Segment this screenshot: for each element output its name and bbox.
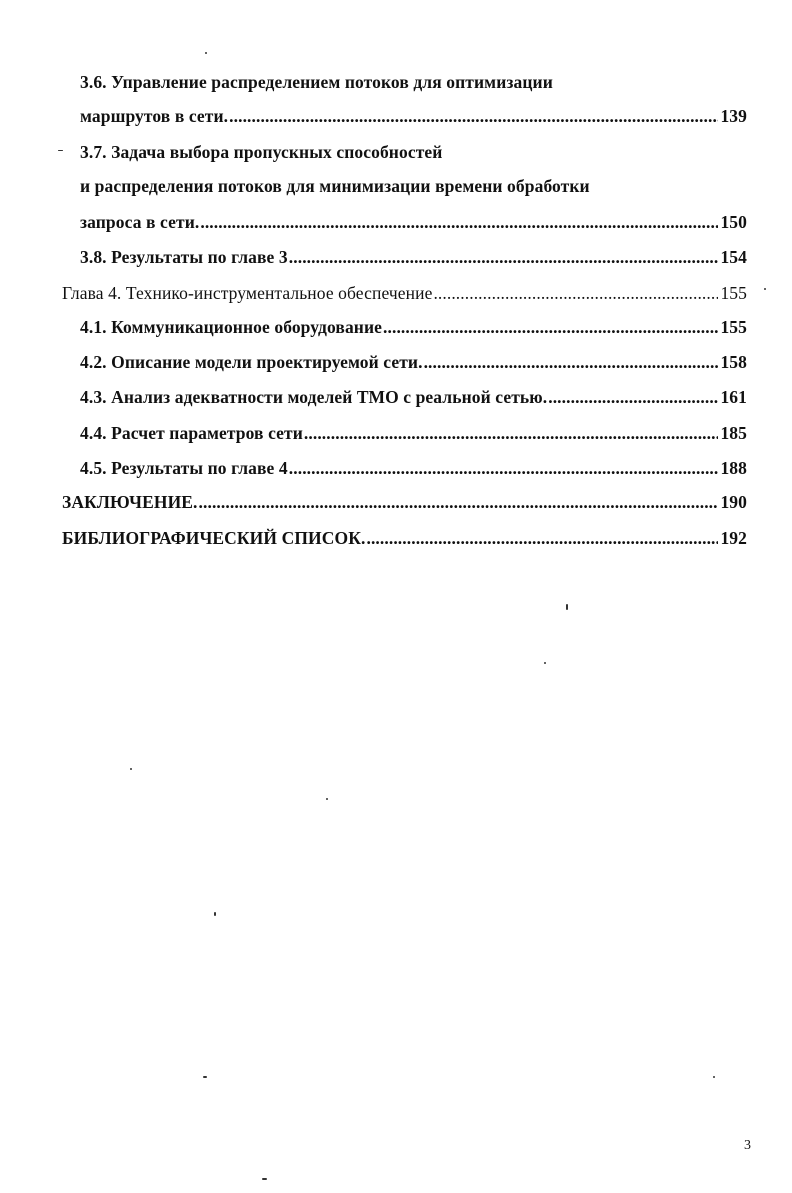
scan-speck bbox=[214, 912, 216, 916]
toc-entry-3-7-line3 bbox=[80, 210, 747, 234]
toc-entry-text: 4.5. Результаты по главе 4 bbox=[80, 458, 288, 478]
toc-leader-dots bbox=[366, 526, 718, 550]
toc-entry-page: 154 bbox=[720, 247, 747, 267]
toc-entry-3-7-line2 bbox=[80, 174, 590, 198]
toc-leader-dots bbox=[548, 385, 718, 409]
scan-speck bbox=[566, 604, 568, 610]
toc-entry-4-1 bbox=[80, 315, 747, 339]
toc-leader-dots bbox=[289, 245, 719, 269]
scan-speck bbox=[58, 150, 63, 151]
toc-leader-dots bbox=[304, 421, 719, 445]
toc-entry-page: 161 bbox=[720, 387, 747, 407]
toc-entry-text: Глава 4. Технико-инструментальное обеспечение bbox=[62, 283, 433, 303]
toc-entry-page: 190 bbox=[720, 492, 747, 512]
toc-entry-text: и распределения потоков для минимизации времени обработки bbox=[80, 176, 590, 196]
toc-entry-text: маршрутов в сети. bbox=[80, 106, 229, 126]
scan-speck bbox=[205, 52, 207, 54]
scan-speck bbox=[326, 798, 328, 800]
toc-entry-4-5 bbox=[80, 456, 747, 480]
toc-entry-page: 155 bbox=[720, 283, 747, 303]
scan-speck bbox=[262, 1178, 267, 1180]
toc-entry-text: 4.4. Расчет параметров сети bbox=[80, 423, 303, 443]
toc-entry-3-6-line2 bbox=[80, 104, 747, 128]
toc-entry-chapter-4 bbox=[62, 281, 747, 305]
toc-entry-text: БИБЛИОГРАФИЧЕСКИЙ СПИСОК. bbox=[62, 528, 366, 548]
toc-entry-page: 150 bbox=[720, 212, 747, 232]
scan-speck bbox=[544, 662, 546, 664]
toc-entry-3-8 bbox=[80, 245, 747, 269]
toc-entry-page: 188 bbox=[720, 458, 747, 478]
toc-entry-text: 4.3. Анализ адекватности моделей ТМО с реальной сетью. bbox=[80, 387, 548, 407]
toc-entry-page: 158 bbox=[720, 352, 747, 372]
toc-entry-4-3 bbox=[80, 385, 747, 409]
toc-leader-dots bbox=[229, 104, 718, 128]
toc-entry-3-7-line1 bbox=[80, 140, 442, 164]
scan-speck bbox=[203, 1076, 207, 1078]
toc-leader-dots bbox=[383, 315, 718, 339]
toc-leader-dots bbox=[433, 281, 718, 305]
toc-entry-bibliography bbox=[62, 526, 747, 550]
toc-entry-text: 3.7. Задача выбора пропускных способностей bbox=[80, 142, 443, 162]
toc-leader-dots bbox=[199, 490, 719, 514]
toc-entry-text: 4.1. Коммуникационное оборудование bbox=[80, 317, 383, 337]
scan-speck bbox=[764, 288, 766, 290]
toc-entry-4-4 bbox=[80, 421, 747, 445]
toc-entry-page: 185 bbox=[720, 423, 747, 443]
toc-entry-text: 3.6. Управление распределением потоков для оптимизации bbox=[80, 72, 553, 92]
toc-entry-text: запроса в сети. bbox=[80, 212, 200, 232]
toc-entry-3-6-line1 bbox=[80, 70, 553, 94]
toc-entry-page: 155 bbox=[720, 317, 747, 337]
toc-entry-4-2 bbox=[80, 350, 747, 374]
toc-leader-dots bbox=[424, 350, 719, 374]
toc-entry-text: ЗАКЛЮЧЕНИЕ. bbox=[62, 492, 198, 512]
toc-entry-text: 4.2. Описание модели проектируемой сети. bbox=[80, 352, 423, 372]
scan-speck bbox=[130, 768, 132, 770]
toc-leader-dots bbox=[200, 210, 718, 234]
scan-speck bbox=[713, 1076, 715, 1078]
toc-entry-conclusion bbox=[62, 490, 747, 514]
toc-entry-page: 192 bbox=[720, 528, 747, 548]
toc-entry-page: 139 bbox=[720, 106, 747, 126]
toc-leader-dots bbox=[289, 456, 719, 480]
page-number: 3 bbox=[744, 1138, 751, 1153]
toc-entry-text: 3.8. Результаты по главе 3 bbox=[80, 247, 288, 267]
